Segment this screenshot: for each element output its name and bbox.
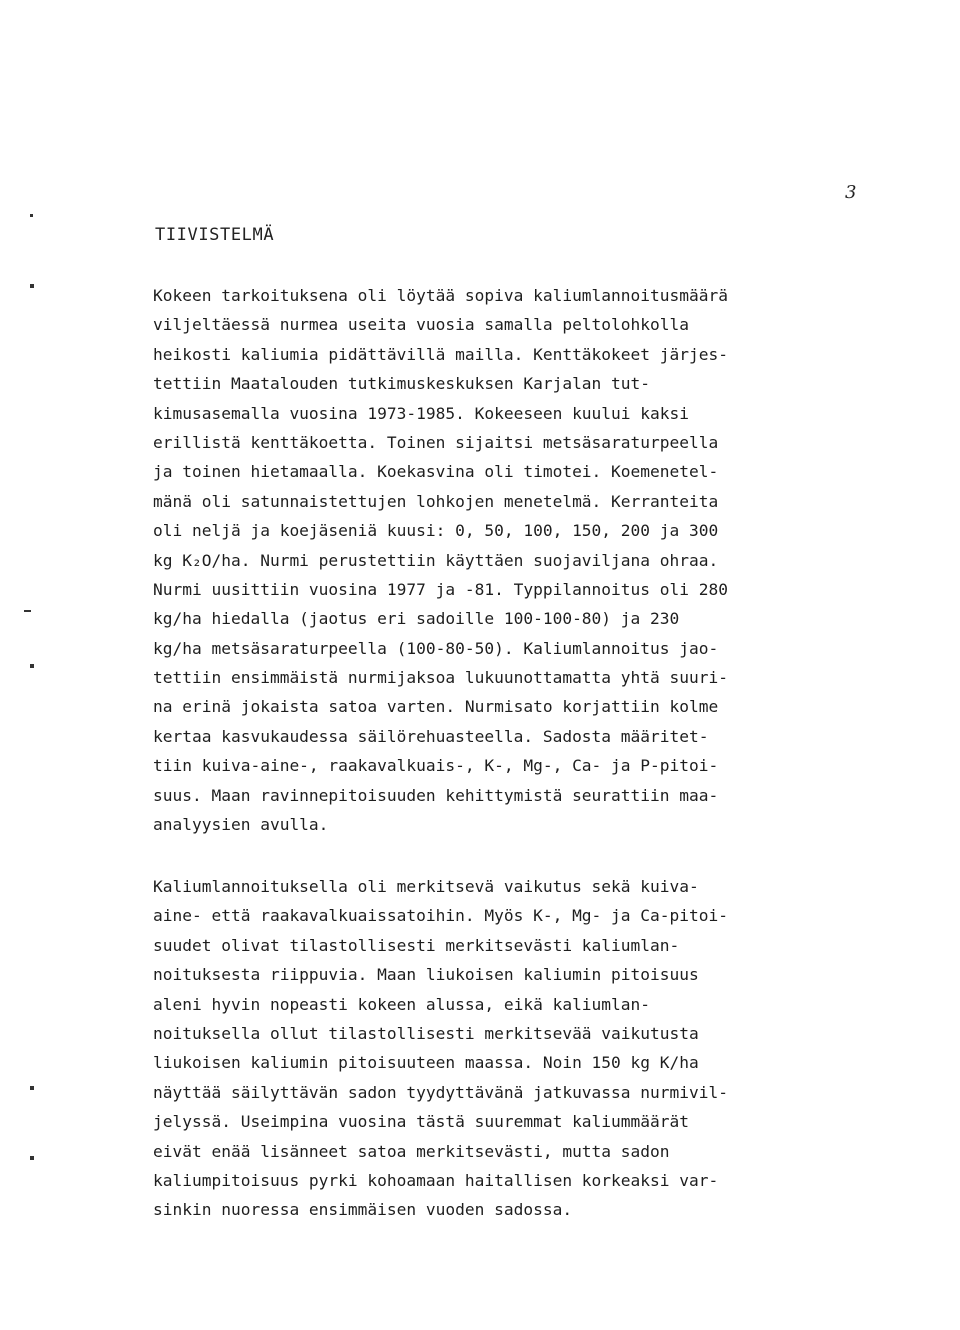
text-line: heikosti kaliumia pidättävillä mailla. Kenttäkokeet järjes- bbox=[153, 344, 728, 364]
text-line: eivät enää lisänneet satoa merkitsevästi, mutta sadon bbox=[153, 1141, 670, 1161]
text-line: noituksella ollut tilastollisesti merkitsevää vaikutusta bbox=[153, 1023, 699, 1043]
text-line: mänä oli satunnaistettujen lohkojen menetelmä. Kerranteita bbox=[153, 491, 719, 511]
text-line: sinkin nuoressa ensimmäisen vuoden sadossa. bbox=[153, 1200, 573, 1220]
text-line: Kokeen tarkoituksena oli löytää sopiva kaliumlannoitusmäärä bbox=[153, 286, 728, 305]
text-line: Kaliumlannoituksella oli merkitsevä vaikutus sekä kuiva- bbox=[153, 877, 699, 896]
page-number: 3 bbox=[845, 182, 857, 203]
scan-speck bbox=[30, 284, 34, 288]
scan-speck bbox=[30, 1156, 34, 1160]
text-line: tettiin ensimmäistä nurmijaksoa lukuunottamatta yhtä suuri- bbox=[153, 668, 728, 688]
text-line: kg/ha hiedalla (jaotus eri sadoille 100-100-80) ja 230 bbox=[153, 609, 680, 629]
text-line: noituksesta riippuvia. Maan liukoisen kaliumin pitoisuus bbox=[153, 965, 699, 985]
text-line: analyysien avulla. bbox=[153, 815, 329, 835]
section-heading: TIIVISTELMÄ bbox=[155, 225, 275, 245]
text-line: na erinä jokaista satoa varten. Nurmisato korjattiin kolme bbox=[153, 697, 719, 717]
summary-paragraph-1 bbox=[153, 281, 728, 839]
text-line: tettiin Maatalouden tutkimuskeskuksen Karjalan tut- bbox=[153, 374, 651, 394]
text-line: suudet olivat tilastollisesti merkitsevästi kaliumlan- bbox=[153, 935, 680, 955]
scan-speck bbox=[30, 1086, 34, 1090]
text-line: kimusasemalla vuosina 1973-1985. Kokeeseen kuului kaksi bbox=[153, 403, 690, 423]
text-line: jelyssä. Useimpina vuosina tästä suuremmat kaliummäärät bbox=[153, 1112, 690, 1132]
text-line: kaliumpitoisuus pyrki kohoamaan haitallisen korkeaksi var- bbox=[153, 1170, 719, 1190]
text-line: kertaa kasvukaudessa säilörehuasteella. Sadosta määritet- bbox=[153, 726, 709, 746]
scan-speck bbox=[30, 664, 34, 668]
text-line: aine- että raakavalkuaissatoihin. Myös K-, Mg- ja Ca-pitoi- bbox=[153, 906, 728, 926]
text-line: suus. Maan ravinnepitoisuuden kehittymistä seurattiin maa- bbox=[153, 785, 719, 805]
text-line: erillistä kenttäkoetta. Toinen sijaitsi metsäsaraturpeella bbox=[153, 432, 719, 452]
text-line: kg K₂O/ha. Nurmi perustettiin käyttäen suojaviljana ohraa. bbox=[153, 550, 719, 570]
text-line: viljeltäessä nurmea useita vuosia samalla peltolohkolla bbox=[153, 315, 690, 335]
text-line: tiin kuiva-aine-, raakavalkuais-, K-, Mg-, Ca- ja P-pitoi- bbox=[153, 756, 719, 776]
text-line: aleni hyvin nopeasti kokeen alussa, eikä kaliumlan- bbox=[153, 994, 651, 1014]
text-line: Nurmi uusittiin vuosina 1977 ja -81. Typpilannoitus oli 280 bbox=[153, 579, 728, 599]
summary-paragraph-2 bbox=[153, 872, 728, 1225]
text-line: näyttää säilyttävän sadon tyydyttävänä jatkuvassa nurmivil- bbox=[153, 1082, 728, 1102]
text-line: kg/ha metsäsaraturpeella (100-80-50). Kaliumlannoitus jao- bbox=[153, 638, 719, 658]
scan-speck bbox=[30, 214, 33, 217]
scan-speck bbox=[24, 610, 31, 612]
text-line: ja toinen hietamaalla. Koekasvina oli timotei. Koemenetel- bbox=[153, 462, 719, 482]
text-line: liukoisen kaliumin pitoisuuteen maassa. Noin 150 kg K/ha bbox=[153, 1053, 699, 1073]
text-line: oli neljä ja koejäseniä kuusi: 0, 50, 100, 150, 200 ja 300 bbox=[153, 521, 719, 541]
